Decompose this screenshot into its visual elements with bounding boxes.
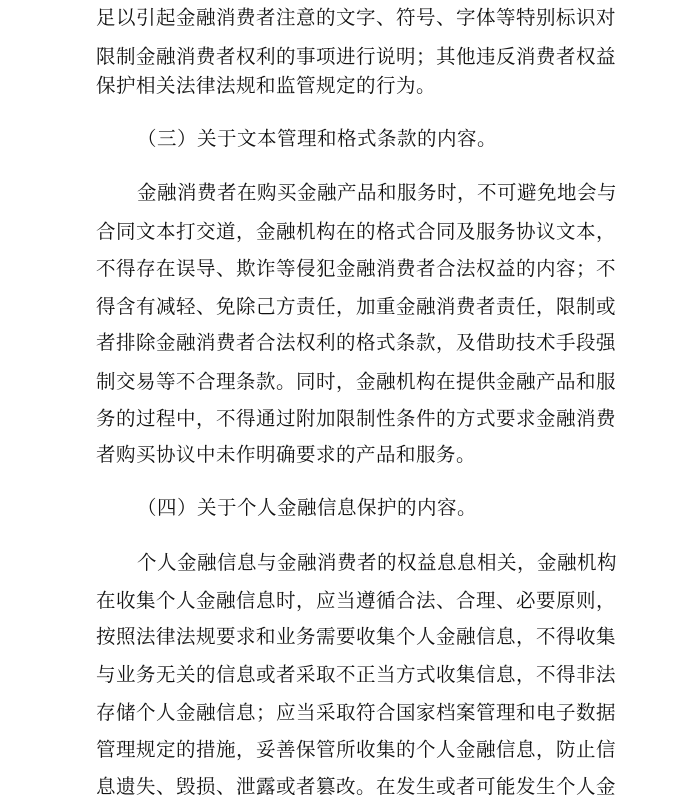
paragraph-line: 者购买协议中未作明确要求的产品和服务。 xyxy=(96,443,477,466)
paragraph-line: 在收集个人金融信息时，应当遵循合法、合理、必要原则， xyxy=(96,589,617,612)
paragraph-line: 管理规定的措施，妥善保管所收集的个人金融信息，防止信 xyxy=(96,738,617,761)
paragraph-line: 存储个人金融信息；应当采取符合国家档案管理和电子数据 xyxy=(96,701,617,724)
paragraph-line: 得含有减轻、免除己方责任，加重金融消费者责任，限制或 xyxy=(96,295,617,318)
paragraph-line: 按照法律法规要求和业务需要收集个人金融信息，不得收集 xyxy=(96,625,617,648)
section-heading-3: （三）关于文本管理和格式条款的内容。 xyxy=(137,127,498,150)
paragraph-line: 与业务无关的信息或者采取不正当方式收集信息，不得非法 xyxy=(96,663,617,686)
paragraph-line: 不得存在误导、欺诈等侵犯金融消费者合法权益的内容；不 xyxy=(96,257,617,280)
paragraph-line: 限制金融消费者权利的事项进行说明；其他违反消费者权益 xyxy=(96,45,617,68)
paragraph-line: 个人金融信息与金融消费者的权益息息相关，金融机构 xyxy=(137,551,618,574)
paragraph-line: 足以引起金融消费者注意的文字、符号、字体等特别标识对 xyxy=(96,6,617,29)
paragraph-line: 务的过程中，不得通过附加限制性条件的方式要求金融消费 xyxy=(96,407,617,430)
paragraph-line: 保护相关法律法规和监管规定的行为。 xyxy=(96,74,437,97)
paragraph-line: 息遗失、毁损、泄露或者篡改。在发生或者可能发生个人金 xyxy=(96,775,617,798)
paragraph-line: 者排除金融消费者合法权利的格式条款，及借助技术手段强 xyxy=(96,331,617,354)
section-heading-4: （四）关于个人金融信息保护的内容。 xyxy=(137,496,478,519)
paragraph-line: 合同文本打交道，金融机构在的格式合同及服务协议文本， xyxy=(96,220,617,243)
paragraph-line: 金融消费者在购买金融产品和服务时，不可避免地会与 xyxy=(137,181,618,204)
paragraph-line: 制交易等不合理条款。同时，金融机构在提供金融产品和服 xyxy=(96,370,617,393)
